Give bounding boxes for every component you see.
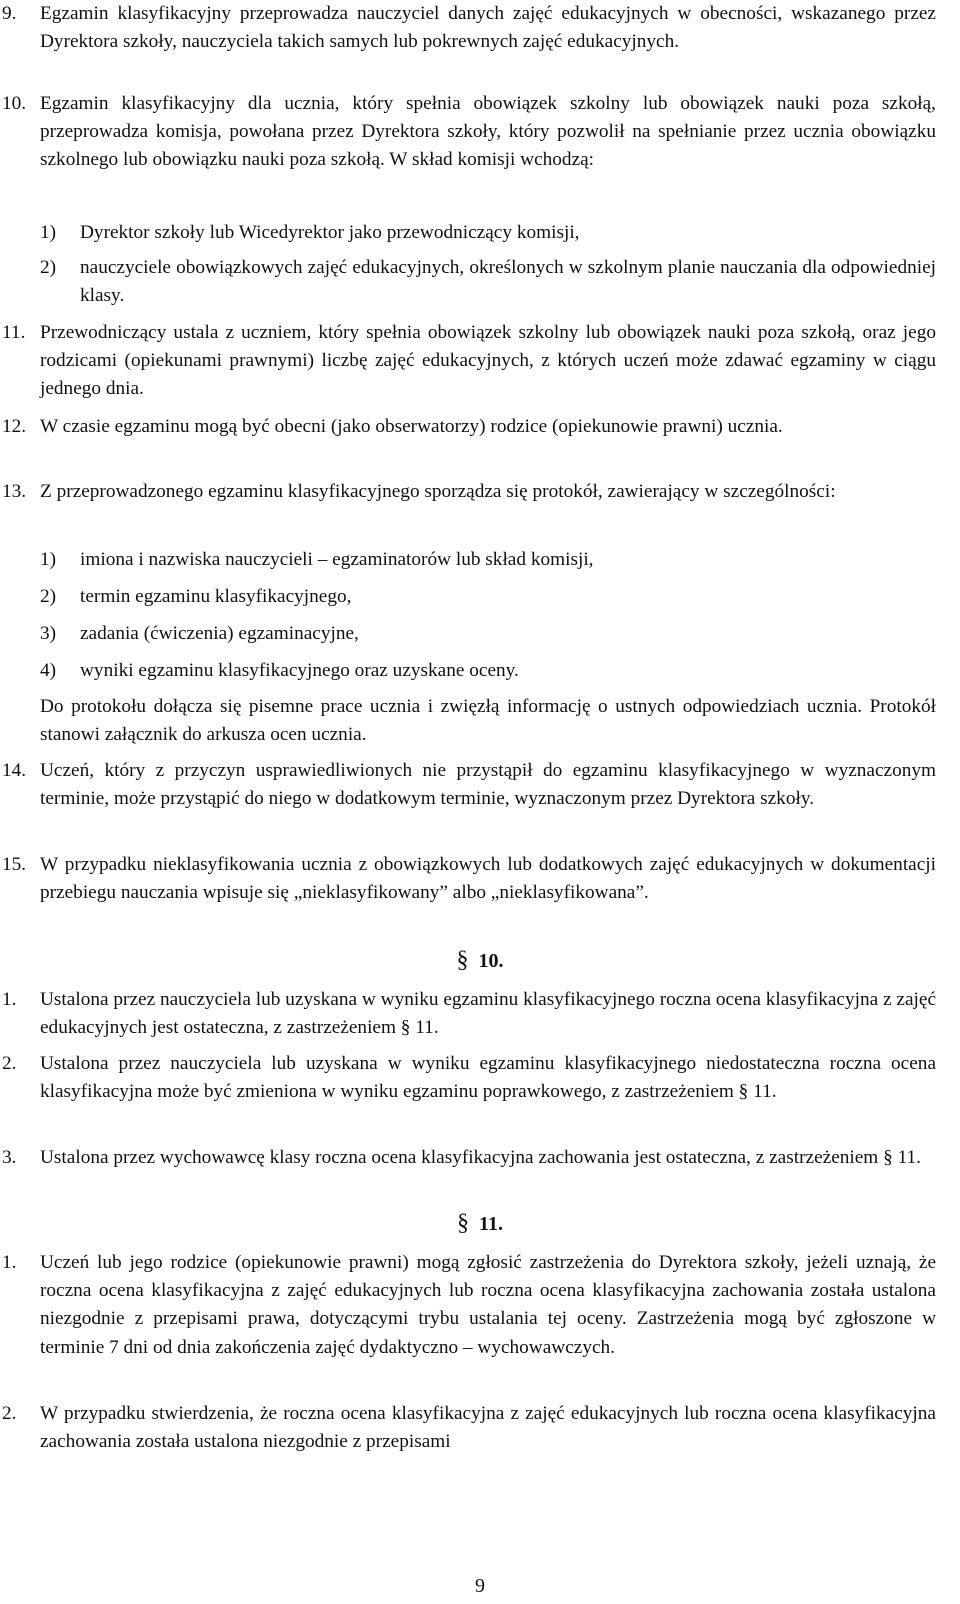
- list-item-text: imiona i nazwiska nauczycieli – egzaminatorów lub skład komisji,: [80, 549, 594, 570]
- section-glyph: §: [456, 947, 469, 973]
- section-glyph: §: [457, 1210, 470, 1236]
- paragraph-number: 10.: [2, 93, 27, 114]
- list-item-number: 3): [40, 623, 57, 644]
- paragraph-text: Ustalona przez nauczyciela lub uzyskana w wyniku egzaminu klasyfikacyjnego roczna ocena klasyfikacyjna z zajęć edukacyjnych jest ostateczna, z zastrzeżeniem § 11.: [40, 989, 936, 1039]
- paragraph-number: 1.: [2, 1252, 17, 1273]
- paragraph-text: Uczeń lub jego rodzice (opiekunowie prawni) mogą zgłosić zastrzeżenia do Dyrektora szkoły, jeżeli uznają, że roczna ocena klasyfikacyjna z zajęć edukacyjnych lub roczna ocena klasyfikacyjna zachowania została ustalona niezgodnie z przepisami prawa, dotyczącymi trybu ustalania tej oceny. Zastrzeżenia mogą być zgłoszone w terminie 7 dni od dnia zakończenia zajęć dydaktyczno – wychowawczych.: [40, 1252, 936, 1358]
- paragraph-number: 13.: [2, 481, 27, 502]
- paragraph-text: W przypadku nieklasyfikowania ucznia z obowiązkowych lub dodatkowych zajęć edukacyjnych w dokumentacji przebiegu nauczania wpisuje się „nieklasyfikowany” albo „nieklasyfikowana”.: [40, 854, 936, 904]
- list-item-text: termin egzaminu klasyfikacyjnego,: [80, 586, 352, 607]
- paragraph-text: Uczeń, który z przyczyn usprawiedliwionych nie przystąpił do egzaminu klasyfikacyjnego w wyznaczonym terminie, może przystąpić do niego w dodatkowym terminie, wyznaczonym przez Dyrektora szkoły.: [40, 760, 936, 810]
- section-heading-10: [0, 946, 960, 975]
- paragraph-text: W czasie egzaminu mogą być obecni (jako obserwatorzy) rodzice (opiekunowie prawni) ucznia.: [40, 416, 783, 437]
- list-item-text: nauczyciele obowiązkowych zajęć edukacyjnych, określonych w szkolnym planie nauczania dla odpowiedniej klasy.: [80, 257, 936, 307]
- section-title: 10.: [478, 950, 504, 972]
- list-item-number: 1): [40, 549, 57, 570]
- section-title: 11.: [479, 1213, 503, 1235]
- paragraph-text: Z przeprowadzonego egzaminu klasyfikacyjnego sporządza się protokół, zawierający w szczególności:: [40, 481, 836, 502]
- paragraph-number: 12.: [2, 416, 27, 437]
- paragraph-text: Egzamin klasyfikacyjny przeprowadza nauczyciel danych zajęć edukacyjnych w obecności, wskazanego przez Dyrektora szkoły, nauczyciela takich samych lub pokrewnych zajęć edukacyjnych.: [40, 3, 936, 53]
- list-item-number: 4): [40, 660, 57, 681]
- list-item-number: 2): [40, 586, 57, 607]
- list-item-text: Dyrektor szkoły lub Wicedyrektor jako przewodniczący komisji,: [80, 222, 580, 243]
- paragraph-number: 14.: [2, 760, 27, 781]
- paragraph-text: W przypadku stwierdzenia, że roczna ocena klasyfikacyjna z zajęć edukacyjnych lub roczna ocena klasyfikacyjna zachowania została ustalona niezgodnie z przepisami: [40, 1403, 936, 1453]
- list-item-number: 1): [40, 222, 57, 243]
- list-item-text: wyniki egzaminu klasyfikacyjnego oraz uzyskane oceny.: [80, 660, 519, 681]
- section-heading-11: [0, 1209, 960, 1238]
- list-item-number: 2): [40, 257, 57, 278]
- paragraph-text: Egzamin klasyfikacyjny dla ucznia, który spełnia obowiązek szkolny lub obowiązek nauki poza szkołą, przeprowadza komisja, powołana przez Dyrektora szkoły, który pozwolił na spełnianie przez ucznia obowiązku szkolnego lub obowiązku nauki poza szkołą. W skład komisji wchodzą:: [40, 93, 936, 171]
- paragraph-number: 15.: [2, 854, 27, 875]
- paragraph-number: 2.: [2, 1053, 17, 1074]
- paragraph-number: 2.: [2, 1403, 17, 1424]
- list-item-text: zadania (ćwiczenia) egzaminacyjne,: [80, 623, 359, 644]
- paragraph-text: Ustalona przez nauczyciela lub uzyskana w wyniku egzaminu klasyfikacyjnego niedostateczna roczna ocena klasyfikacyjna może być zmieniona w wyniku egzaminu poprawkowego, z zastrzeżeniem § 11.: [40, 1053, 936, 1103]
- protocol-note: Do protokołu dołącza się pisemne prace ucznia i zwięzłą informację o ustnych odpowiedziach ucznia. Protokół stanowi załącznik do arkusza ocen ucznia.: [40, 696, 936, 746]
- paragraph-text: Ustalona przez wychowawcę klasy roczna ocena klasyfikacyjna zachowania jest ostateczna, z zastrzeżeniem § 11.: [40, 1147, 921, 1168]
- paragraph-number: 1.: [2, 989, 17, 1010]
- paragraph-number: 9.: [2, 3, 17, 24]
- paragraph-number: 3.: [2, 1147, 17, 1168]
- paragraph-number: 11.: [2, 322, 26, 343]
- page-number: 9: [475, 1575, 485, 1597]
- paragraph-text: Przewodniczący ustala z uczniem, który spełnia obowiązek szkolny lub obowiązek nauki poza szkołą, oraz jego rodzicami (opiekunami prawnymi) liczbę zajęć edukacyjnych, z których uczeń może zdawać egzaminy w ciągu jednego dnia.: [40, 322, 936, 400]
